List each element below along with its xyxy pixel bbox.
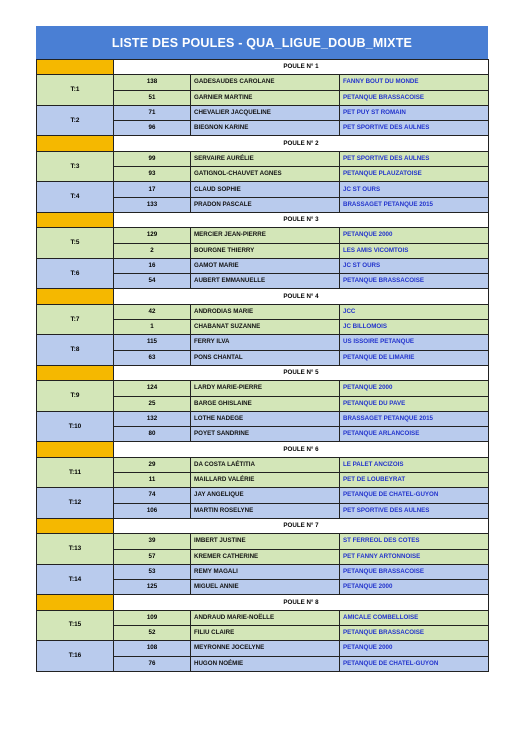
team-label: T:10 [37,411,114,442]
player-number: 29 [114,457,191,472]
poule-color-marker [37,60,114,75]
player-name: SERVAIRE AURÉLIE [191,151,340,166]
player-number: 96 [114,121,191,136]
club-name: FANNY BOUT DU MONDE [340,75,489,90]
club-name: PETANQUE ARLANCOISE [340,427,489,442]
poules-sheet [36,26,488,672]
player-number: 25 [114,396,191,411]
page-title: LISTE DES POULES - QUA_LIGUE_DOUB_MIXTE [36,26,488,59]
poule-label: POULE N° 2 [114,136,489,151]
player-row [37,105,489,120]
poule-header-row [37,442,489,457]
team-label: T:4 [37,182,114,213]
player-number: 63 [114,350,191,365]
player-row [37,335,489,350]
team-label: T:11 [37,457,114,488]
club-name: ST FERREOL DES COTES [340,534,489,549]
club-name: JC ST OURS [340,258,489,273]
club-name: PETANQUE DE LIMARIE [340,350,489,365]
player-name: BIEGNON KARINE [191,121,340,136]
poule-label: POULE N° 6 [114,442,489,457]
player-number: 11 [114,473,191,488]
player-name: GAMOT MARIE [191,258,340,273]
player-number: 124 [114,381,191,396]
team-label: T:9 [37,381,114,412]
club-name: PET PUY ST ROMAIN [340,105,489,120]
player-name: FILIU CLAIRE [191,625,340,640]
team-label: T:16 [37,641,114,672]
player-row [37,457,489,472]
club-name: PET SPORTIVE DES AULNES [340,503,489,518]
club-name: PET SPORTIVE DES AULNES [340,151,489,166]
player-number: 132 [114,411,191,426]
player-row [37,488,489,503]
player-name: DA COSTA LAÉTITIA [191,457,340,472]
team-label: T:3 [37,151,114,182]
player-name: ANDRODIAS MARIE [191,304,340,319]
club-name: PETANQUE 2000 [340,641,489,656]
player-name: CHABANAT SUZANNE [191,320,340,335]
player-number: 80 [114,427,191,442]
player-number: 52 [114,625,191,640]
poule-color-marker [37,289,114,304]
club-name: LE PALET ANCIZOIS [340,457,489,472]
player-number: 99 [114,151,191,166]
club-name: US ISSOIRE PETANQUE [340,335,489,350]
club-name: PETANQUE DE CHATEL-GUYON [340,488,489,503]
poule-color-marker [37,136,114,151]
player-name: MARTIN ROSELYNE [191,503,340,518]
poule-header-row [37,212,489,227]
player-name: MIGUEL ANNIE [191,580,340,595]
player-name: REMY MAGALI [191,564,340,579]
club-name: LES AMIS VICOMTOIS [340,243,489,258]
player-row [37,228,489,243]
player-row [37,258,489,273]
player-name: LARDY MARIE-PIERRE [191,381,340,396]
club-name: PETANQUE BRASSACOISE [340,625,489,640]
club-name: AMICALE COMBELLOISE [340,610,489,625]
player-number: 57 [114,549,191,564]
player-row [37,411,489,426]
player-row [37,381,489,396]
player-name: HUGON NOÉMIE [191,656,340,671]
player-number: 54 [114,274,191,289]
player-name: PONS CHANTAL [191,350,340,365]
team-label: T:6 [37,258,114,289]
poules-table [36,59,489,672]
club-name: JCC [340,304,489,319]
player-number: 138 [114,75,191,90]
club-name: PETANQUE PLAUZATOISE [340,167,489,182]
player-name: POYET SANDRINE [191,427,340,442]
poules-table-body [37,60,489,672]
club-name: PETANQUE DU PAVE [340,396,489,411]
club-name: PETANQUE BRASSACOISE [340,274,489,289]
poule-header-row [37,365,489,380]
poule-label: POULE N° 7 [114,518,489,533]
player-name: IMBERT JUSTINE [191,534,340,549]
club-name: PETANQUE BRASSACOISE [340,564,489,579]
team-label: T:12 [37,488,114,519]
team-label: T:5 [37,228,114,259]
poule-label: POULE N° 5 [114,365,489,380]
player-number: 42 [114,304,191,319]
poule-label: POULE N° 3 [114,212,489,227]
player-number: 17 [114,182,191,197]
player-number: 1 [114,320,191,335]
player-number: 71 [114,105,191,120]
player-name: MERCIER JEAN-PIERRE [191,228,340,243]
player-name: MEYRONNE JOCELYNE [191,641,340,656]
player-row [37,641,489,656]
player-number: 115 [114,335,191,350]
player-name: GADESAUDES CAROLANE [191,75,340,90]
team-label: T:13 [37,534,114,565]
poule-label: POULE N° 8 [114,595,489,610]
player-number: 16 [114,258,191,273]
team-label: T:1 [37,75,114,106]
team-label: T:15 [37,610,114,641]
player-number: 108 [114,641,191,656]
player-name: CLAUD SOPHIE [191,182,340,197]
club-name: PETANQUE BRASSACOISE [340,90,489,105]
player-number: 133 [114,197,191,212]
poule-color-marker [37,442,114,457]
player-name: LOTHE NADEGE [191,411,340,426]
poule-header-row [37,518,489,533]
poule-header-row [37,289,489,304]
player-name: GARNIER MARTINE [191,90,340,105]
team-label: T:14 [37,564,114,595]
club-name: BRASSAGET PETANQUE 2015 [340,197,489,212]
player-row [37,182,489,197]
player-row [37,564,489,579]
poule-color-marker [37,595,114,610]
club-name: PETANQUE 2000 [340,228,489,243]
team-label: T:7 [37,304,114,335]
team-label: T:8 [37,335,114,366]
club-name: PETANQUE 2000 [340,381,489,396]
player-name: AUBERT EMMANUELLE [191,274,340,289]
poule-header-row [37,60,489,75]
player-name: PRADON PASCALE [191,197,340,212]
player-name: KREMER CATHERINE [191,549,340,564]
player-number: 53 [114,564,191,579]
player-name: BARGE GHISLAINE [191,396,340,411]
poule-header-row [37,136,489,151]
player-name: BOURGNE THIERRY [191,243,340,258]
player-name: FERRY ILVA [191,335,340,350]
player-row [37,534,489,549]
player-number: 76 [114,656,191,671]
club-name: PET DE LOUBEYRAT [340,473,489,488]
poule-header-row [37,595,489,610]
player-row [37,304,489,319]
poule-color-marker [37,518,114,533]
poule-label: POULE N° 4 [114,289,489,304]
club-name: PETANQUE 2000 [340,580,489,595]
player-number: 125 [114,580,191,595]
club-name: JC BILLOMOIS [340,320,489,335]
player-name: JAY ANGELIQUE [191,488,340,503]
player-name: CHEVALIER JACQUELINE [191,105,340,120]
player-name: GATIGNOL-CHAUVET AGNES [191,167,340,182]
player-name: MAILLARD VALÉRIE [191,473,340,488]
poule-color-marker [37,212,114,227]
club-name: PETANQUE DE CHATEL-GUYON [340,656,489,671]
player-number: 109 [114,610,191,625]
player-number: 93 [114,167,191,182]
poule-color-marker [37,365,114,380]
club-name: PET FANNY ARTONNOISE [340,549,489,564]
player-number: 2 [114,243,191,258]
player-number: 74 [114,488,191,503]
player-number: 51 [114,90,191,105]
player-row [37,610,489,625]
club-name: JC ST OURS [340,182,489,197]
player-row [37,75,489,90]
club-name: PET SPORTIVE DES AULNES [340,121,489,136]
poule-label: POULE N° 1 [114,60,489,75]
player-number: 129 [114,228,191,243]
player-number: 106 [114,503,191,518]
player-number: 39 [114,534,191,549]
team-label: T:2 [37,105,114,136]
player-row [37,151,489,166]
player-name: ANDRAUD MARIE-NOËLLE [191,610,340,625]
club-name: BRASSAGET PETANQUE 2015 [340,411,489,426]
